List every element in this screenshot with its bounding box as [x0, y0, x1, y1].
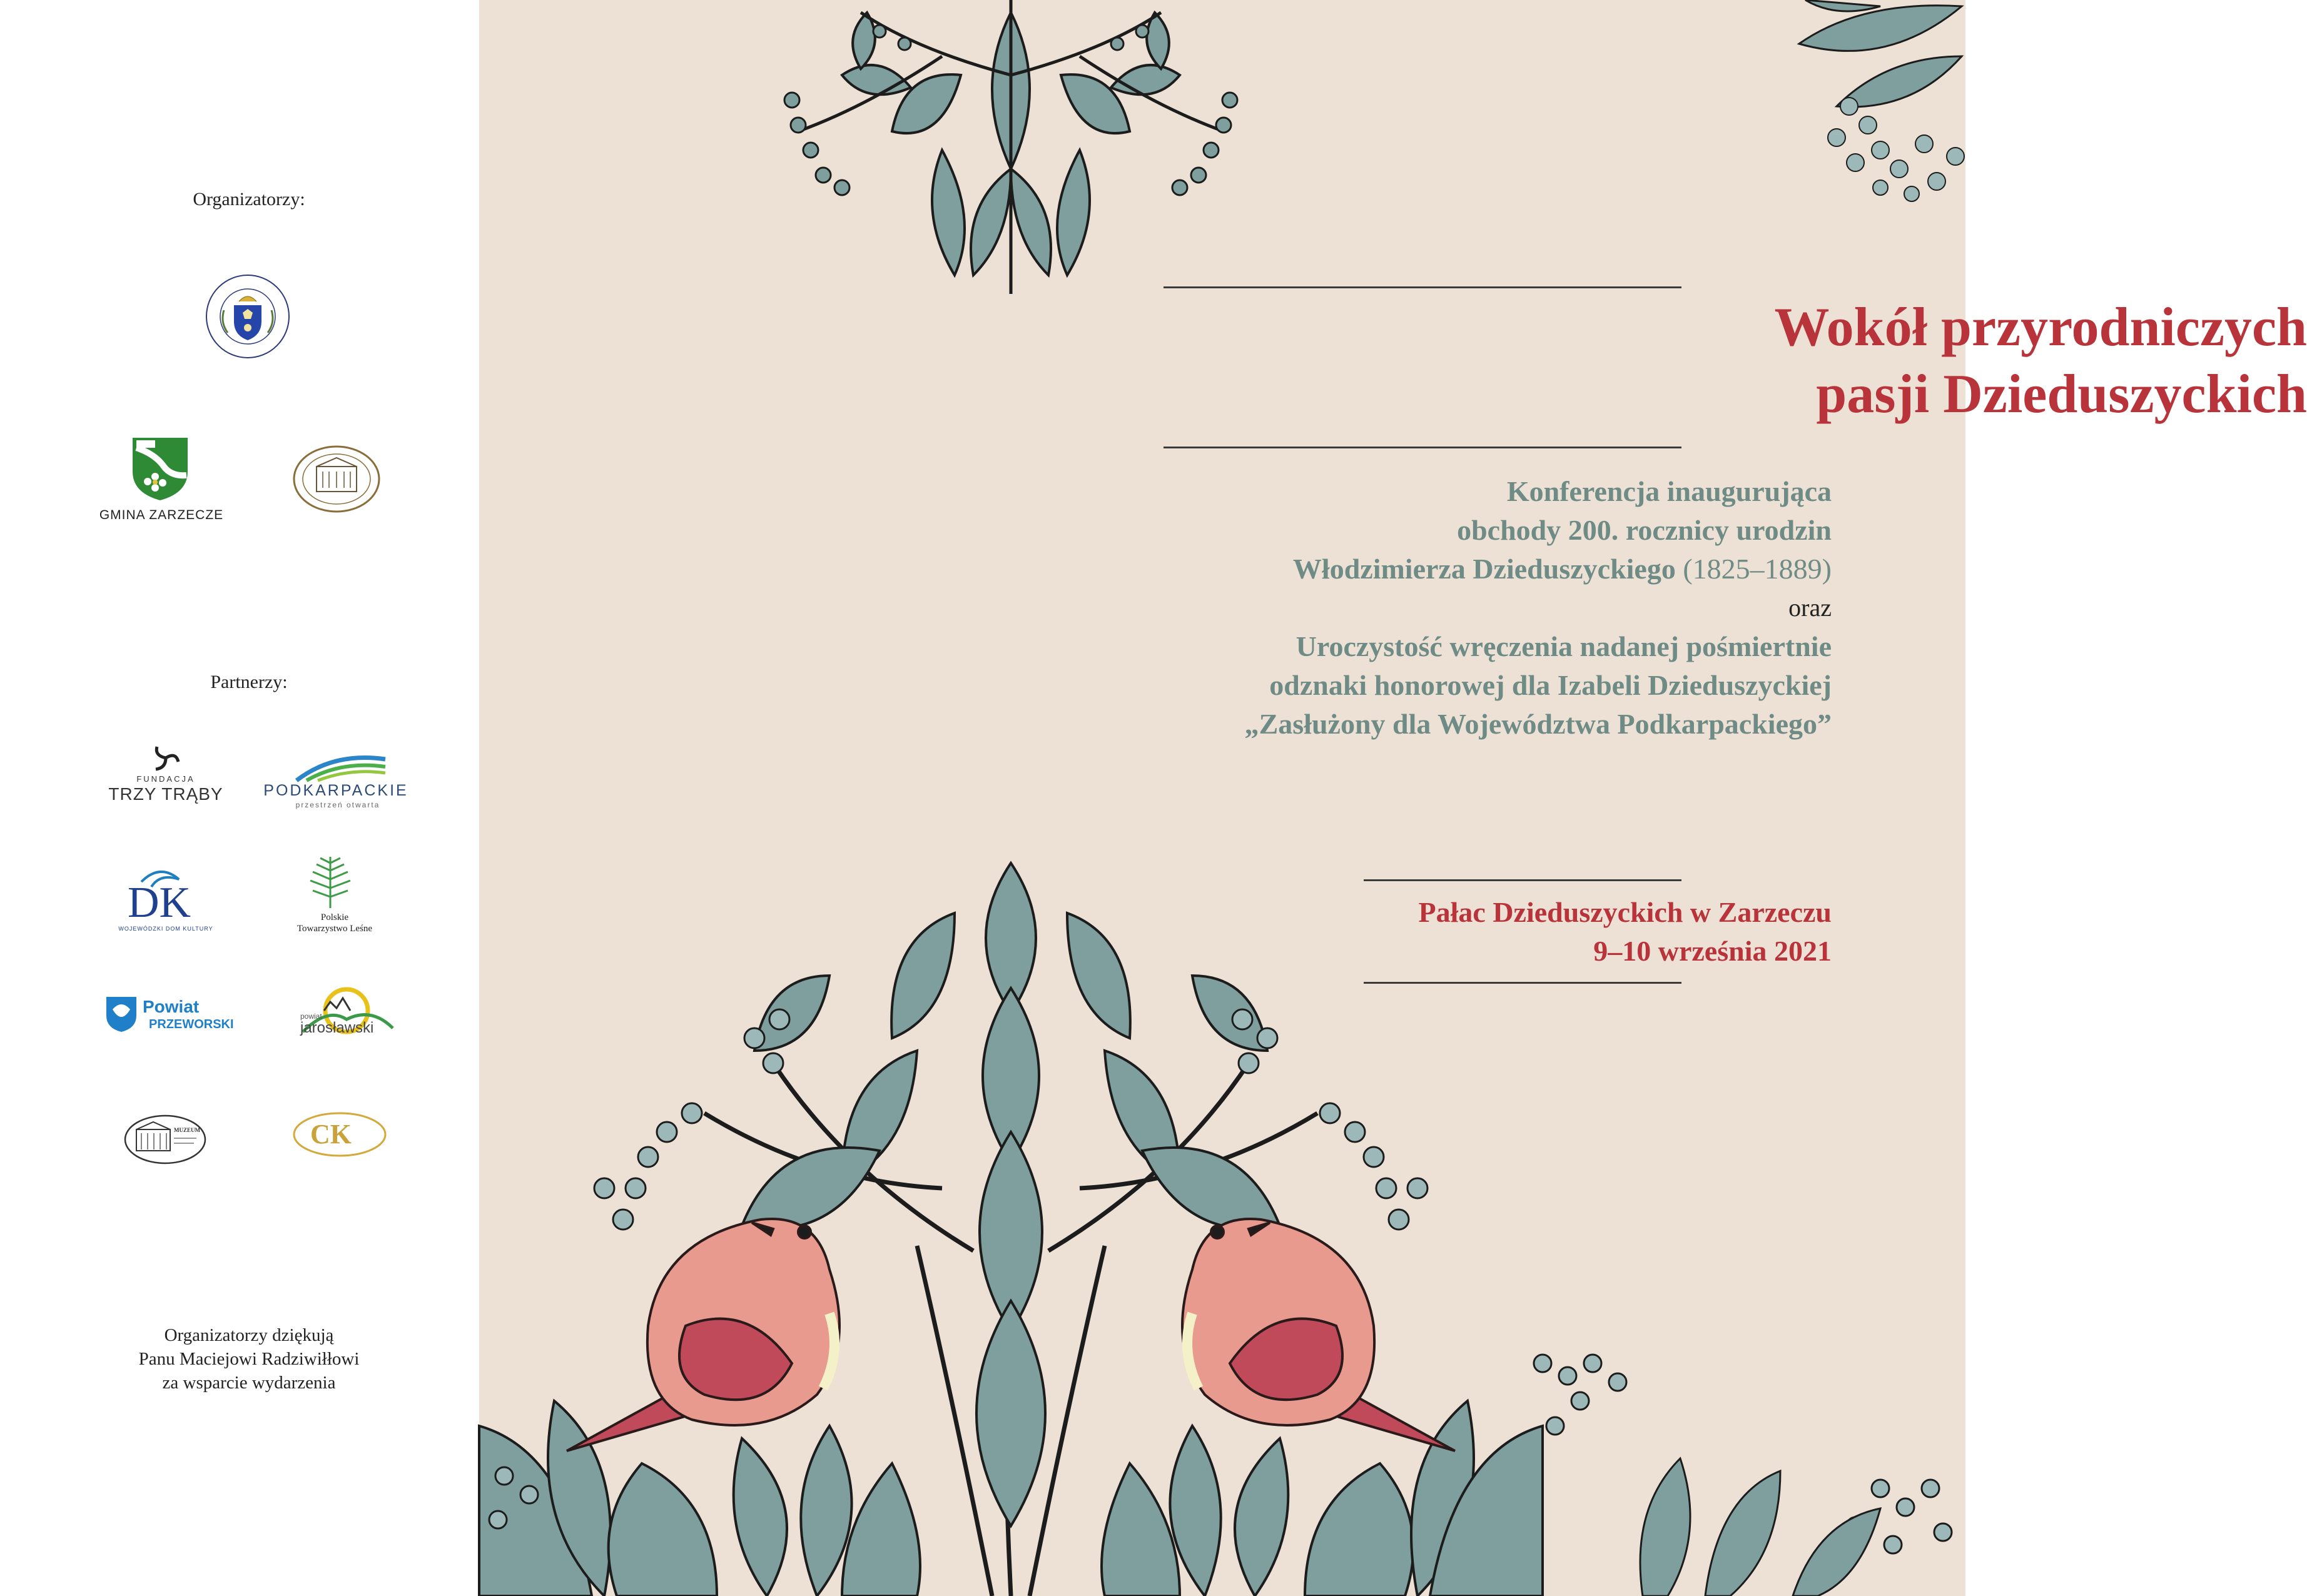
ck-logo-text: CK [310, 1119, 352, 1149]
venue-name: Pałac Dzieduszyckich w Zarzeczu [1418, 896, 1832, 928]
botanical-ornament-top-icon [754, 0, 1267, 294]
thanks-line-2: Panu Maciejowi Radziwiłłowi [138, 1349, 360, 1369]
podkarpackie-line1: PODKARPACKIE [263, 782, 408, 799]
title-rule-bottom [1164, 447, 1681, 448]
trzy-traby-logo-icon [150, 744, 181, 772]
subtitle-line-2: obchody 200. rocznicy urodzin [1457, 514, 1832, 546]
event-description [1081, 472, 1832, 744]
podkarpackie-logo-icon [294, 753, 388, 782]
ptl-caption [275, 912, 394, 934]
museum-jaroslaw-seal-icon [292, 444, 382, 514]
powiat-jaroslawski-line1: powiat [300, 1012, 322, 1021]
subtitle-line-3 [1081, 550, 1832, 588]
partners-heading: Partnerzy: [210, 672, 288, 692]
poster-title [1580, 294, 2307, 428]
powiat-przeworski-logo-icon [104, 994, 139, 1033]
trzy-traby-line1: FUNDACJA [136, 774, 195, 784]
conjunction: oraz [1788, 593, 1832, 622]
ptl-line2: Towarzystwo Leśne [297, 924, 373, 934]
organizers-heading: Organizatorzy: [193, 189, 305, 210]
subtitle-years: (1825–1889) [1683, 553, 1832, 585]
ceremony-line-2: odznaki honorowej dla Izabeli Dzieduszyckiej [1269, 669, 1832, 701]
museum-lancut-seal-icon [123, 1113, 208, 1166]
powiat-przeworski-line2: PRZEWORSKI [149, 1018, 234, 1031]
poster-title-line-2: pasji Dzieduszyckich [1816, 364, 2307, 425]
subtitle-line-1: Konferencja inaugurująca [1506, 475, 1832, 507]
museum-lancut-text: MUZEUM [174, 1127, 200, 1133]
subtitle-name: Włodzimierza Dzieduszyckiego [1292, 553, 1676, 585]
gmina-zarzecze-label: GMINA ZARZECZE [99, 508, 224, 522]
trzy-traby-line2: TRZY TRĄBY [108, 784, 223, 804]
powiat-jaroslawski-line2: jarosławski [300, 1019, 374, 1036]
ck-logo-icon [292, 1111, 388, 1158]
thanks-line-3: za wsparcie wydarzenia [162, 1373, 336, 1393]
ptl-logo-icon [304, 854, 357, 911]
family-association-seal-icon [204, 273, 292, 360]
leaves-corner-icon [1586, 0, 1965, 206]
ceremony-line-3: „Zasłużony dla Województwa Podkarpackiego” [1244, 708, 1832, 740]
wdk-logo-text: DK [128, 879, 191, 927]
thanks-line-1: Organizatorzy dziękują [164, 1325, 334, 1345]
wdk-caption: WOJEWÓDZKI DOM KULTURY [118, 926, 213, 932]
powiat-przeworski-line1: Powiat [143, 997, 200, 1016]
wdk-logo-icon [123, 869, 205, 926]
powiat-przeworski-wordmark [143, 998, 236, 1033]
event-dates: 9–10 września 2021 [1593, 935, 1832, 967]
thanks-note [0, 1323, 498, 1395]
ptl-line1: Polskie [320, 912, 349, 922]
podkarpackie-line2: przestrzeń otwarta [295, 801, 380, 809]
botanical-tree-with-birds-icon [479, 863, 1965, 1596]
poster-title-line-1: Wokół przyrodniczych [1774, 297, 2307, 358]
ceremony-line-1: Uroczystość wręczenia nadanej pośmiertnie [1295, 630, 1832, 662]
gmina-zarzecze-crest-icon [130, 435, 190, 502]
poster-panel [479, 0, 2307, 1596]
sponsors-column [0, 0, 479, 1596]
title-rule-top [1164, 286, 1681, 288]
